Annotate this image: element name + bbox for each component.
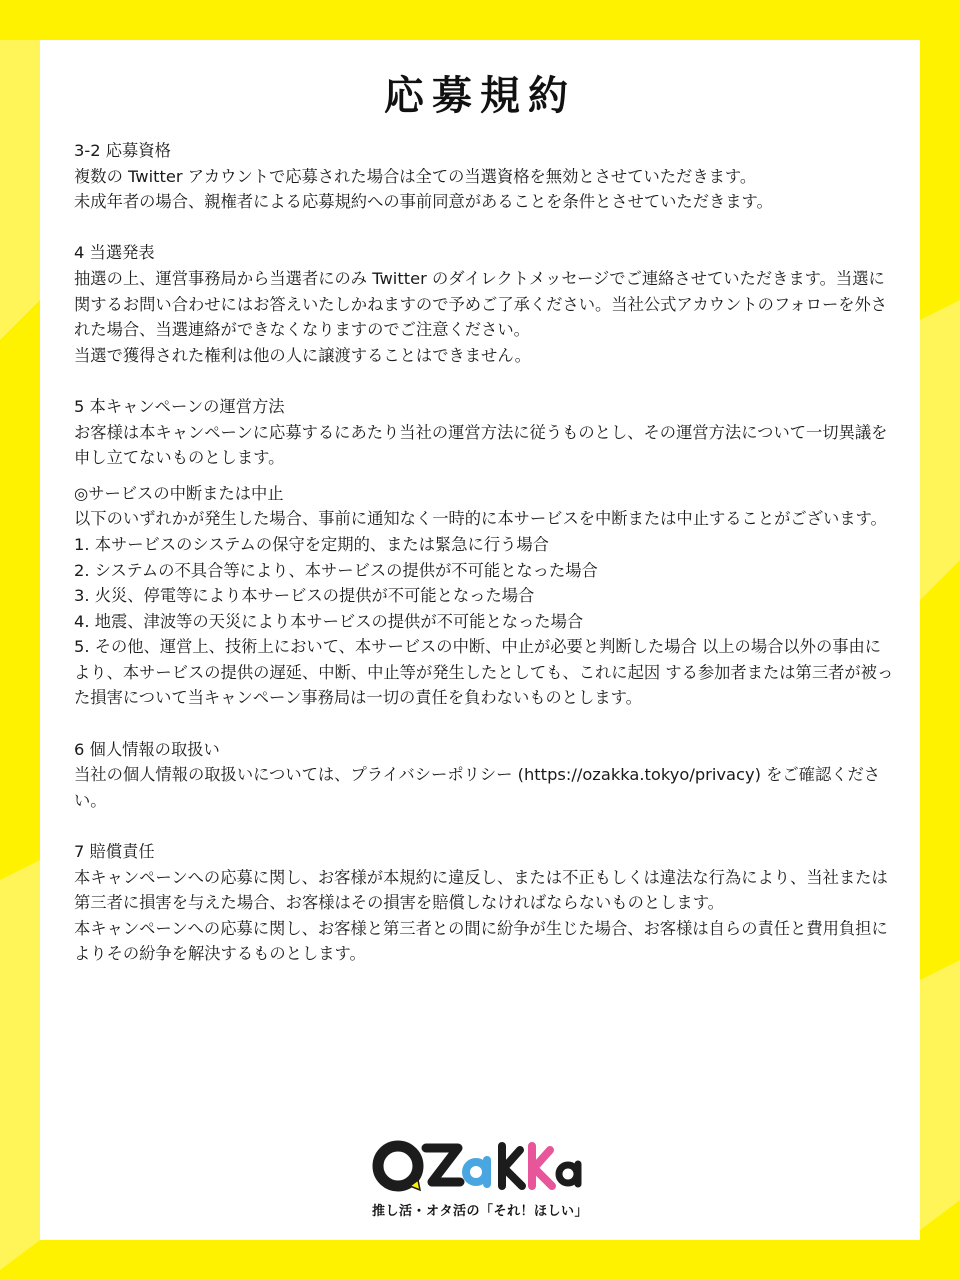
list-item: 1. 本サービスのシステムの保守を定期的、または緊急に行う場合 bbox=[74, 534, 549, 554]
section-paragraph: 複数の Twitter アカウントで応募された場合は全ての当選資格を無効とさせていただきます。 bbox=[74, 166, 757, 186]
section-heading: ◎サービスの中断または中止 bbox=[74, 483, 284, 503]
ozakka-wordmark-icon bbox=[370, 1136, 590, 1198]
section-eligibility bbox=[74, 138, 894, 215]
section-paragraph: 本キャンペーンへの応募に関し、お客様と第三者との間に紛争が生じた場合、お客様は自らの責任と費用負担によりその紛争を解決するものとします。 bbox=[74, 918, 888, 964]
section-heading: 4 当選発表 bbox=[74, 243, 155, 263]
section-personal-info bbox=[74, 737, 894, 814]
logo-tagline: 推し活・オタ活の「それ！ほしい」 bbox=[371, 1204, 588, 1219]
section-service-interruption bbox=[74, 481, 894, 711]
section-operation-method bbox=[74, 394, 894, 471]
section-winner-announcement bbox=[74, 240, 894, 368]
ozakka-logo bbox=[370, 1136, 590, 1226]
list-item: 5. その他、運営上、技術上において、本サービスの中断、中止が必要と判断した場合 以上の場合以外の事由により、本サービスの提供の遅延、中断、中止等が発生したとしても、これに起因 する参加者または第三者が被った損害について当キャンペーン事務局は一切の責任を負わないものとします。 bbox=[74, 637, 894, 708]
section-heading: 6 個人情報の取扱い bbox=[74, 739, 220, 759]
terms-card bbox=[40, 40, 920, 1240]
section-heading: 3-2 応募資格 bbox=[74, 141, 171, 160]
section-paragraph: 当社の個人情報の取扱いについては、プライバシーポリシー (https://ozakka.tokyo/privacy) をご確認ください。 bbox=[74, 765, 881, 810]
section-paragraph: 本キャンペーンへの応募に関し、お客様が本規約に違反し、または不正もしくは違法な行為により、当社または第三者に損害を与えた場合、お客様はその損害を賠償しなければならないものとします。 bbox=[74, 867, 888, 913]
section-paragraph: 未成年者の場合、親権者による応募規約への事前同意があることを条件とさせていただきます。 bbox=[74, 192, 773, 212]
section-paragraph: 当選で獲得された権利は他の人に譲渡することはできません。 bbox=[74, 345, 531, 365]
section-paragraph: お客様は本キャンペーンに応募するにあたり当社の運営方法に従うものとし、その運営方法について一切異議を申し立てないものとします。 bbox=[74, 422, 888, 468]
section-heading: 7 賠償責任 bbox=[74, 842, 155, 862]
section-paragraph: 抽選の上、運営事務局から当選者にのみ Twitter のダイレクトメッセージでご連絡させていただきます。当選に関するお問い合わせにはお答えいたしかねますので予めご了承ください。当社公式アカウントのフォローを外された場合、当選連絡ができなくなりますのでご注意ください。 bbox=[74, 268, 888, 340]
list-item: 4. 地震、津波等の天災により本サービスの提供が不可能となった場合 bbox=[74, 611, 584, 631]
list-item: 2. システムの不具合等により、本サービスの提供が不可能となった場合 bbox=[74, 560, 598, 580]
section-paragraph: 以下のいずれかが発生した場合、事前に通知なく一時的に本サービスを中断または中止することがございます。 bbox=[74, 509, 887, 529]
section-liability bbox=[74, 839, 894, 967]
terms-content bbox=[74, 138, 894, 993]
page-title: 応募規約 bbox=[384, 73, 576, 119]
section-heading: 5 本キャンペーンの運営方法 bbox=[74, 396, 285, 416]
list-item: 3. 火災、停電等により本サービスの提供が不可能となった場合 bbox=[74, 586, 535, 606]
